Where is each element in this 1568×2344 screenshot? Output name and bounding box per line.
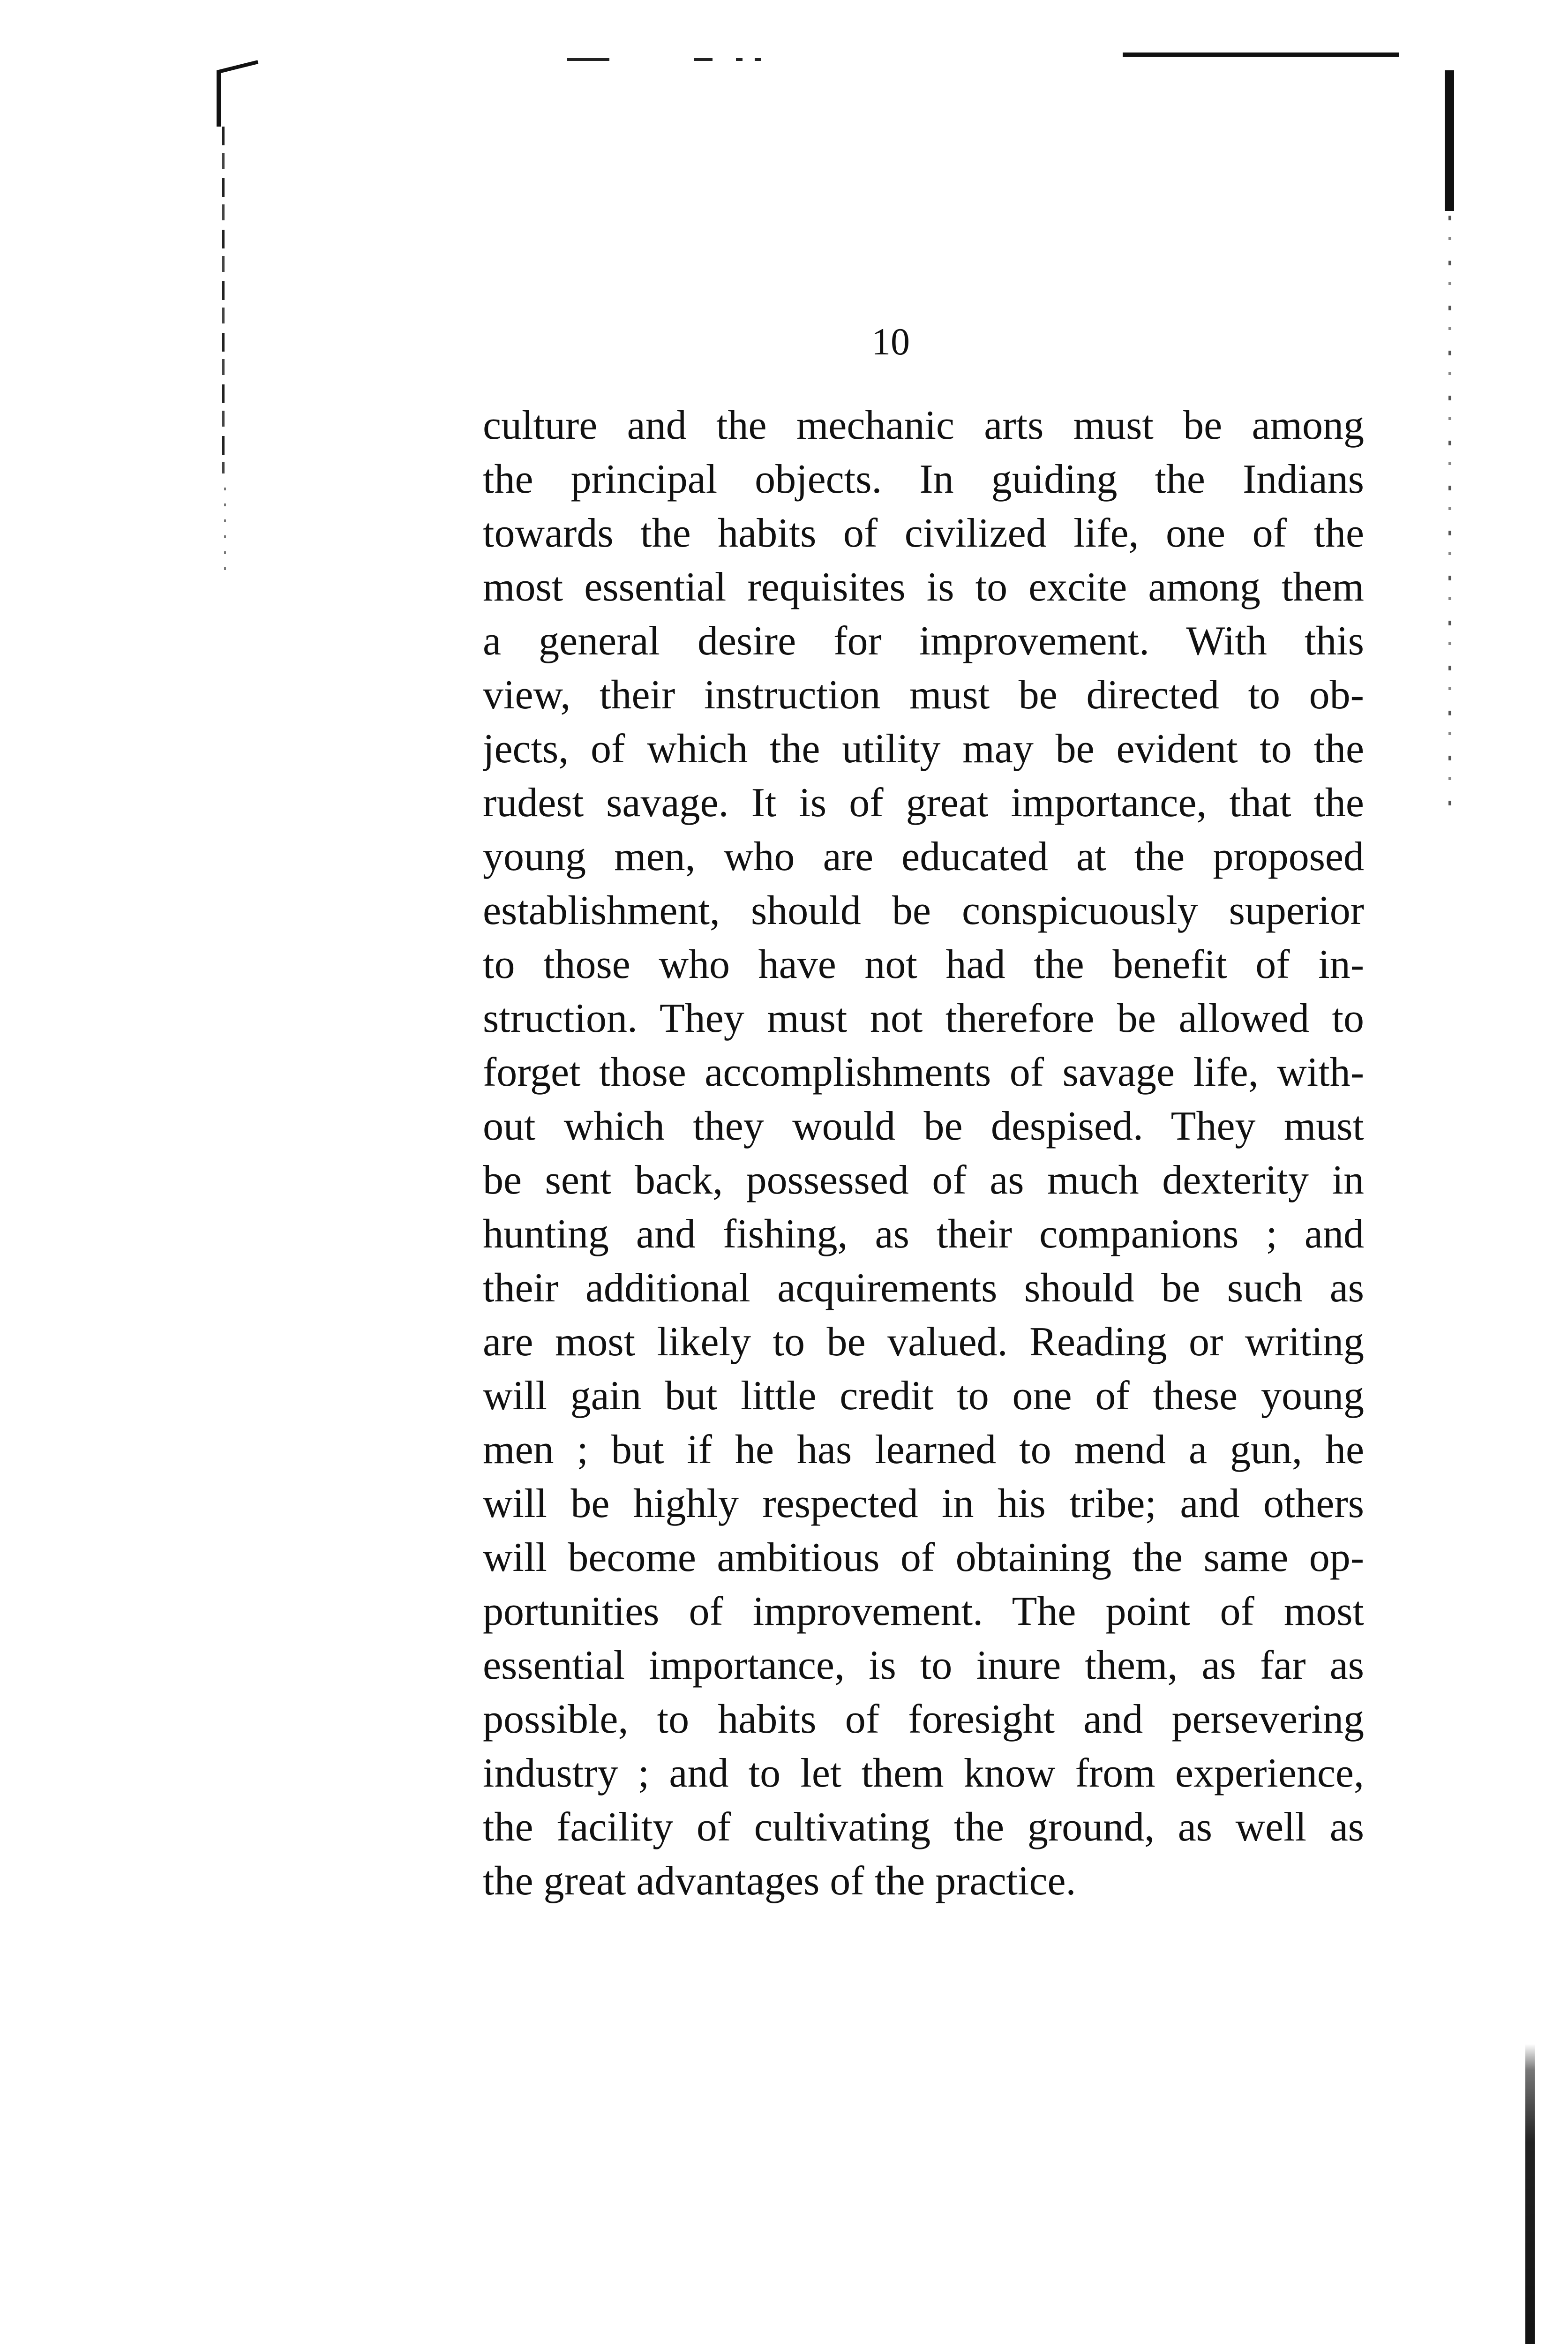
scan-edge-left-top: [217, 70, 221, 127]
text-line: will gain but little credit to one of these young: [483, 1373, 1364, 1419]
scan-edge-right-top: [1445, 70, 1454, 211]
scan-edge-top-right: [1123, 53, 1399, 57]
text-line: most essential requisites is to excite among them: [483, 564, 1364, 610]
text-line: are most likely to be valued. Reading or writing: [483, 1319, 1364, 1365]
scan-edge-top-marks: [567, 58, 830, 63]
text-line: essential importance, is to inure them, as far as: [483, 1643, 1364, 1688]
text-line: will be highly respected in his tribe; and others: [483, 1481, 1364, 1526]
scan-edge-right-dots: [1448, 216, 1451, 806]
page-number: 10: [871, 320, 910, 363]
text-line: forget those accomplishments of savage life, with-: [483, 1050, 1364, 1095]
text-line: rudest savage. It is of great importance, that the: [483, 780, 1364, 826]
scan-edge-right-bottom: [1525, 2044, 1535, 2344]
text-line: view, their instruction must be directed to ob-: [483, 672, 1364, 718]
text-line: towards the habits of civilized life, one of the: [483, 511, 1364, 556]
text-line: will become ambitious of obtaining the same op-: [483, 1535, 1364, 1580]
text-line: establishment, should be conspicuously superior: [483, 888, 1364, 933]
scan-edge-left-hook: [217, 60, 258, 74]
text-line: the principal objects. In guiding the Indians: [483, 457, 1364, 502]
text-line: be sent back, possessed of as much dexterity in: [483, 1157, 1364, 1203]
text-line: young men, who are educated at the proposed: [483, 834, 1364, 879]
text-line: to those who have not had the benefit of in-: [483, 942, 1364, 987]
text-line: industry ; and to let them know from experience,: [483, 1750, 1364, 1796]
text-line: men ; but if he has learned to mend a gun, he: [483, 1427, 1364, 1473]
text-line: their additional acquirements should be such as: [483, 1265, 1364, 1311]
text-line: struction. They must not therefore be allowed to: [483, 996, 1364, 1041]
text-line: out which they would be despised. They must: [483, 1104, 1364, 1149]
text-line: possible, to habits of foresight and persevering: [483, 1697, 1364, 1742]
text-line: portunities of improvement. The point of most: [483, 1589, 1364, 1634]
scan-edge-left-dots: [224, 488, 226, 572]
text-line: a general desire for improvement. With this: [483, 618, 1364, 664]
text-line: the facility of cultivating the ground, as well as: [483, 1804, 1364, 1850]
body-text: [483, 398, 1364, 1908]
scan-edge-left: [222, 127, 225, 473]
text-line: jects, of which the utility may be evident to the: [483, 726, 1364, 772]
text-line: culture and the mechanic arts must be among: [483, 403, 1364, 448]
text-line: hunting and fishing, as their companions ; and: [483, 1211, 1364, 1257]
text-line: the great advantages of the practice.: [483, 1858, 1076, 1904]
